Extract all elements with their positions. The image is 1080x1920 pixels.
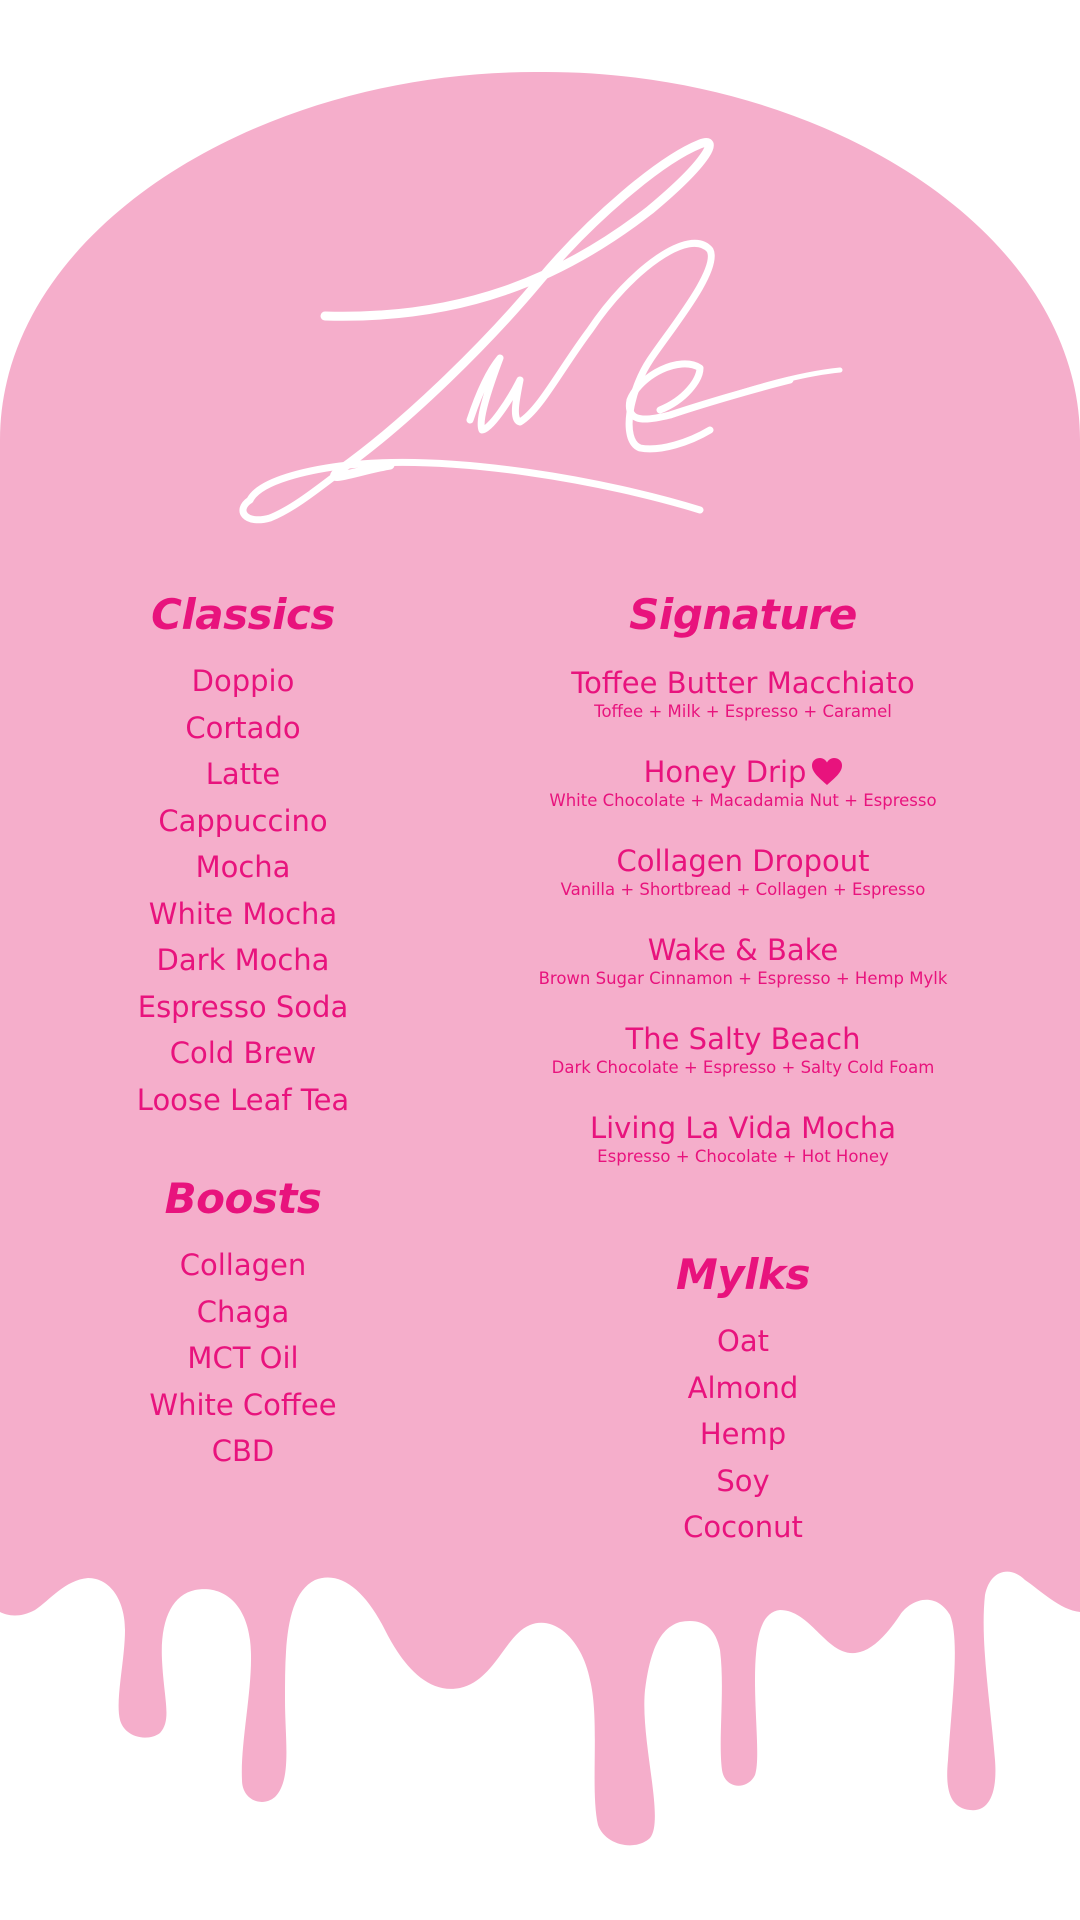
signature-item-name: The Salty Beach [625,1022,861,1056]
list-item: Soy [716,1463,770,1498]
list-item: Cortado [185,710,301,745]
boosts-list [43,1242,443,1475]
signature-heading: Signature [629,590,857,639]
signature-item-name-row [493,754,993,790]
signature-item-desc: Espresso + Chocolate + Hot Honey [597,1147,889,1166]
list-item: Oat [717,1324,769,1358]
list-item: Collagen [179,1248,307,1282]
signature-item-desc: White Chocolate + Macadamia Nut + Espresso [549,791,937,810]
signature-item-name: Collagen Dropout [616,844,870,878]
list-item: Hemp [699,1417,787,1451]
mylks-list [493,1318,993,1551]
list-item: White Mocha [148,896,338,931]
lula-script-logo [230,130,860,530]
signature-item-desc: Toffee + Milk + Espresso + Caramel [594,702,892,721]
signature-item [493,1110,993,1199]
signature-item [493,932,993,1021]
signature-item [493,1021,993,1110]
signature-item-desc: Dark Chocolate + Espresso + Salty Cold Foam [551,1058,935,1077]
signature-item-name: Honey Drip [643,755,807,789]
list-item: Cold Brew [169,1036,317,1070]
list-item: Coconut [683,1510,803,1544]
list-item: Latte [205,757,281,791]
signature-item [493,843,993,932]
heart-icon [812,758,842,785]
signature-item-name: Toffee Butter Macchiato [571,666,915,700]
boosts-heading: Boosts [164,1174,322,1223]
list-item: Espresso Soda [137,989,349,1024]
list-item: MCT Oil [187,1341,299,1375]
list-item: CBD [211,1434,275,1468]
list-item: Loose Leaf Tea [136,1082,350,1117]
right-column [493,585,993,1551]
classics-heading: Classics [151,590,335,639]
list-item: Doppio [191,664,295,698]
list-item: Chaga [196,1294,290,1329]
signature-item [493,665,993,754]
classics-list [43,658,443,1123]
list-item: Almond [687,1370,799,1405]
signature-item-name: Living La Vida Mocha [589,1111,897,1145]
mylks-heading: Mylks [676,1250,810,1299]
left-column [43,585,443,1475]
list-item: Dark Mocha [156,943,330,977]
list-item: White Coffee [149,1387,337,1422]
signature-list [493,665,993,1199]
signature-item-desc: Vanilla + Shortbread + Collagen + Espresso [560,880,926,899]
signature-item-name: Wake & Bake [647,933,839,967]
signature-item-desc: Brown Sugar Cinnamon + Espresso + Hemp Mylk [538,969,948,988]
signature-item [493,754,993,843]
list-item: Cappuccino [158,803,328,838]
list-item: Mocha [195,850,291,884]
